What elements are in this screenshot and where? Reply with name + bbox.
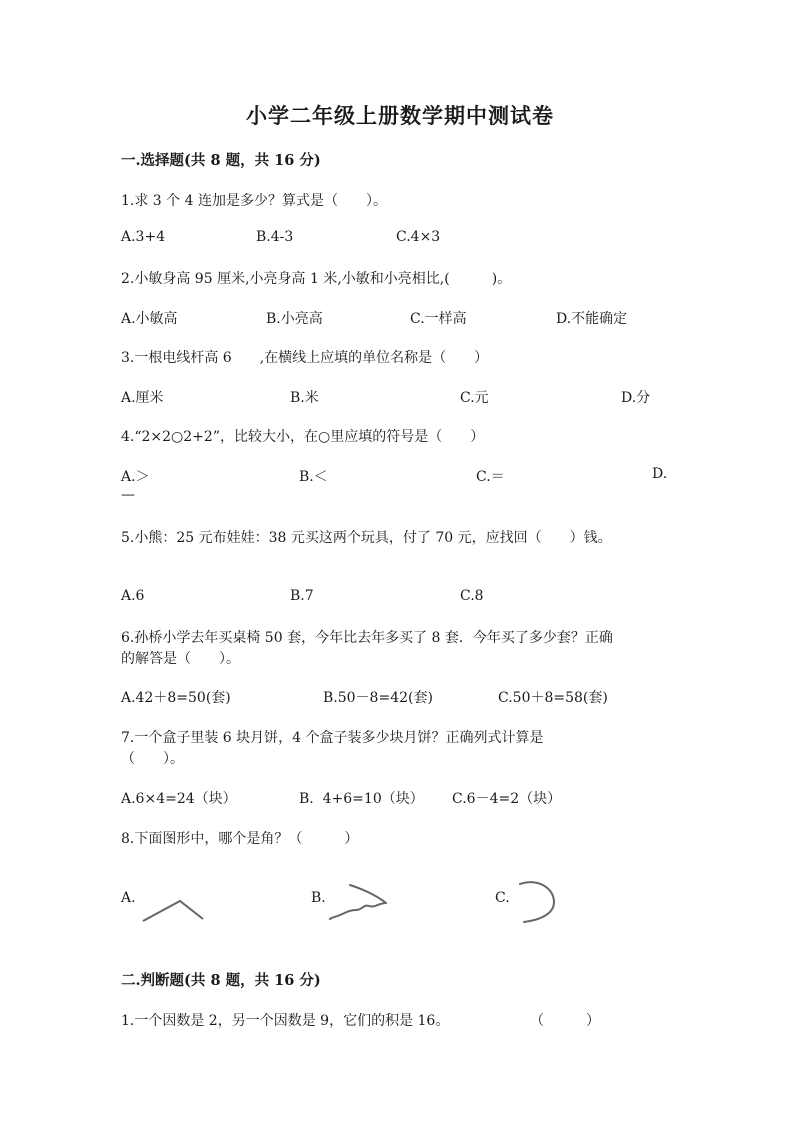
option-5a: A.6 bbox=[121, 588, 145, 604]
section-heading-choice: 一.选择题(共 8 题，共 16 分) bbox=[121, 152, 321, 169]
option-6b: B.50－8=42(套) bbox=[323, 690, 433, 706]
option-2c: C.一样高 bbox=[410, 311, 467, 327]
option-3b: B.米 bbox=[290, 390, 319, 406]
option-1c: C.4×3 bbox=[396, 229, 441, 245]
option-4c: C.＝ bbox=[476, 469, 505, 485]
question-4: 4.“2×2○2+2”，比较大小，在○里应填的符号是（ ） bbox=[121, 429, 485, 445]
figure-8a-angle bbox=[140, 896, 210, 926]
page-title: 小学二年级上册数学期中测试卷 bbox=[246, 103, 554, 128]
option-8b: B. bbox=[311, 890, 326, 906]
option-7a: A.6×4=24（块） bbox=[121, 791, 237, 807]
option-6c: C.50＋8=58(套) bbox=[498, 690, 608, 706]
question-3: 3.一根电线杆高 6 ,在横线上应填的单位名称是（ ） bbox=[121, 350, 489, 366]
question-8: 8.下面图形中，哪个是角？（ ） bbox=[121, 831, 359, 847]
option-4a: A.＞ bbox=[121, 469, 150, 485]
option-4b: B.＜ bbox=[299, 469, 328, 485]
question-6-line-2: 的解答是（ ）。 bbox=[121, 651, 240, 667]
question-7-line-2: （ ）。 bbox=[121, 751, 184, 767]
option-2d: D.不能确定 bbox=[556, 311, 628, 327]
question-5: 5.小熊：25 元布娃娃：38 元买这两个玩具，付了 70 元，应找回（ ）钱。 bbox=[121, 530, 612, 546]
option-8c: C. bbox=[495, 890, 510, 906]
option-8a: A. bbox=[121, 890, 136, 906]
question-1: 1.求 3 个 4 连加是多少？算式是（ ）。 bbox=[121, 193, 387, 209]
option-6a: A.42＋8=50(套) bbox=[121, 690, 231, 706]
tf-question-1-blank: （ ） bbox=[530, 1013, 600, 1029]
option-3a: A.厘米 bbox=[121, 390, 164, 406]
question-2: 2.小敏身高 95 厘米,小亮身高 1 米,小敏和小亮相比,( )。 bbox=[121, 271, 512, 287]
option-7c: C.6－4=2（块） bbox=[452, 791, 562, 807]
option-4d: D. bbox=[652, 466, 668, 482]
option-5b: B.7 bbox=[290, 588, 314, 604]
option-4d-symbol: — bbox=[121, 487, 135, 503]
section-heading-true-false: 二.判断题(共 8 题，共 16 分) bbox=[121, 972, 321, 989]
figure-8b-squiggle bbox=[328, 882, 390, 922]
option-7b: B. 4+6=10（块） bbox=[299, 791, 424, 807]
option-2b: B.小亮高 bbox=[266, 311, 323, 327]
option-5c: C.8 bbox=[460, 588, 484, 604]
figure-8c-curve bbox=[510, 878, 560, 928]
option-2a: A.小敏高 bbox=[121, 311, 178, 327]
option-1a: A.3+4 bbox=[121, 229, 166, 245]
question-6-line-1: 6.孙桥小学去年买桌椅 50 套，今年比去年多买了 8 套．今年买了多少套？正确 bbox=[121, 630, 613, 646]
option-3d: D.分 bbox=[621, 390, 651, 406]
option-3c: C.元 bbox=[460, 390, 489, 406]
option-1b: B.4-3 bbox=[256, 229, 294, 245]
tf-question-1: 1.一个因数是 2，另一个因数是 9，它们的积是 16。 bbox=[121, 1013, 450, 1029]
question-7-line-1: 7.一个盒子里装 6 块月饼，4 个盒子装多少块月饼？正确列式计算是 bbox=[121, 730, 544, 746]
